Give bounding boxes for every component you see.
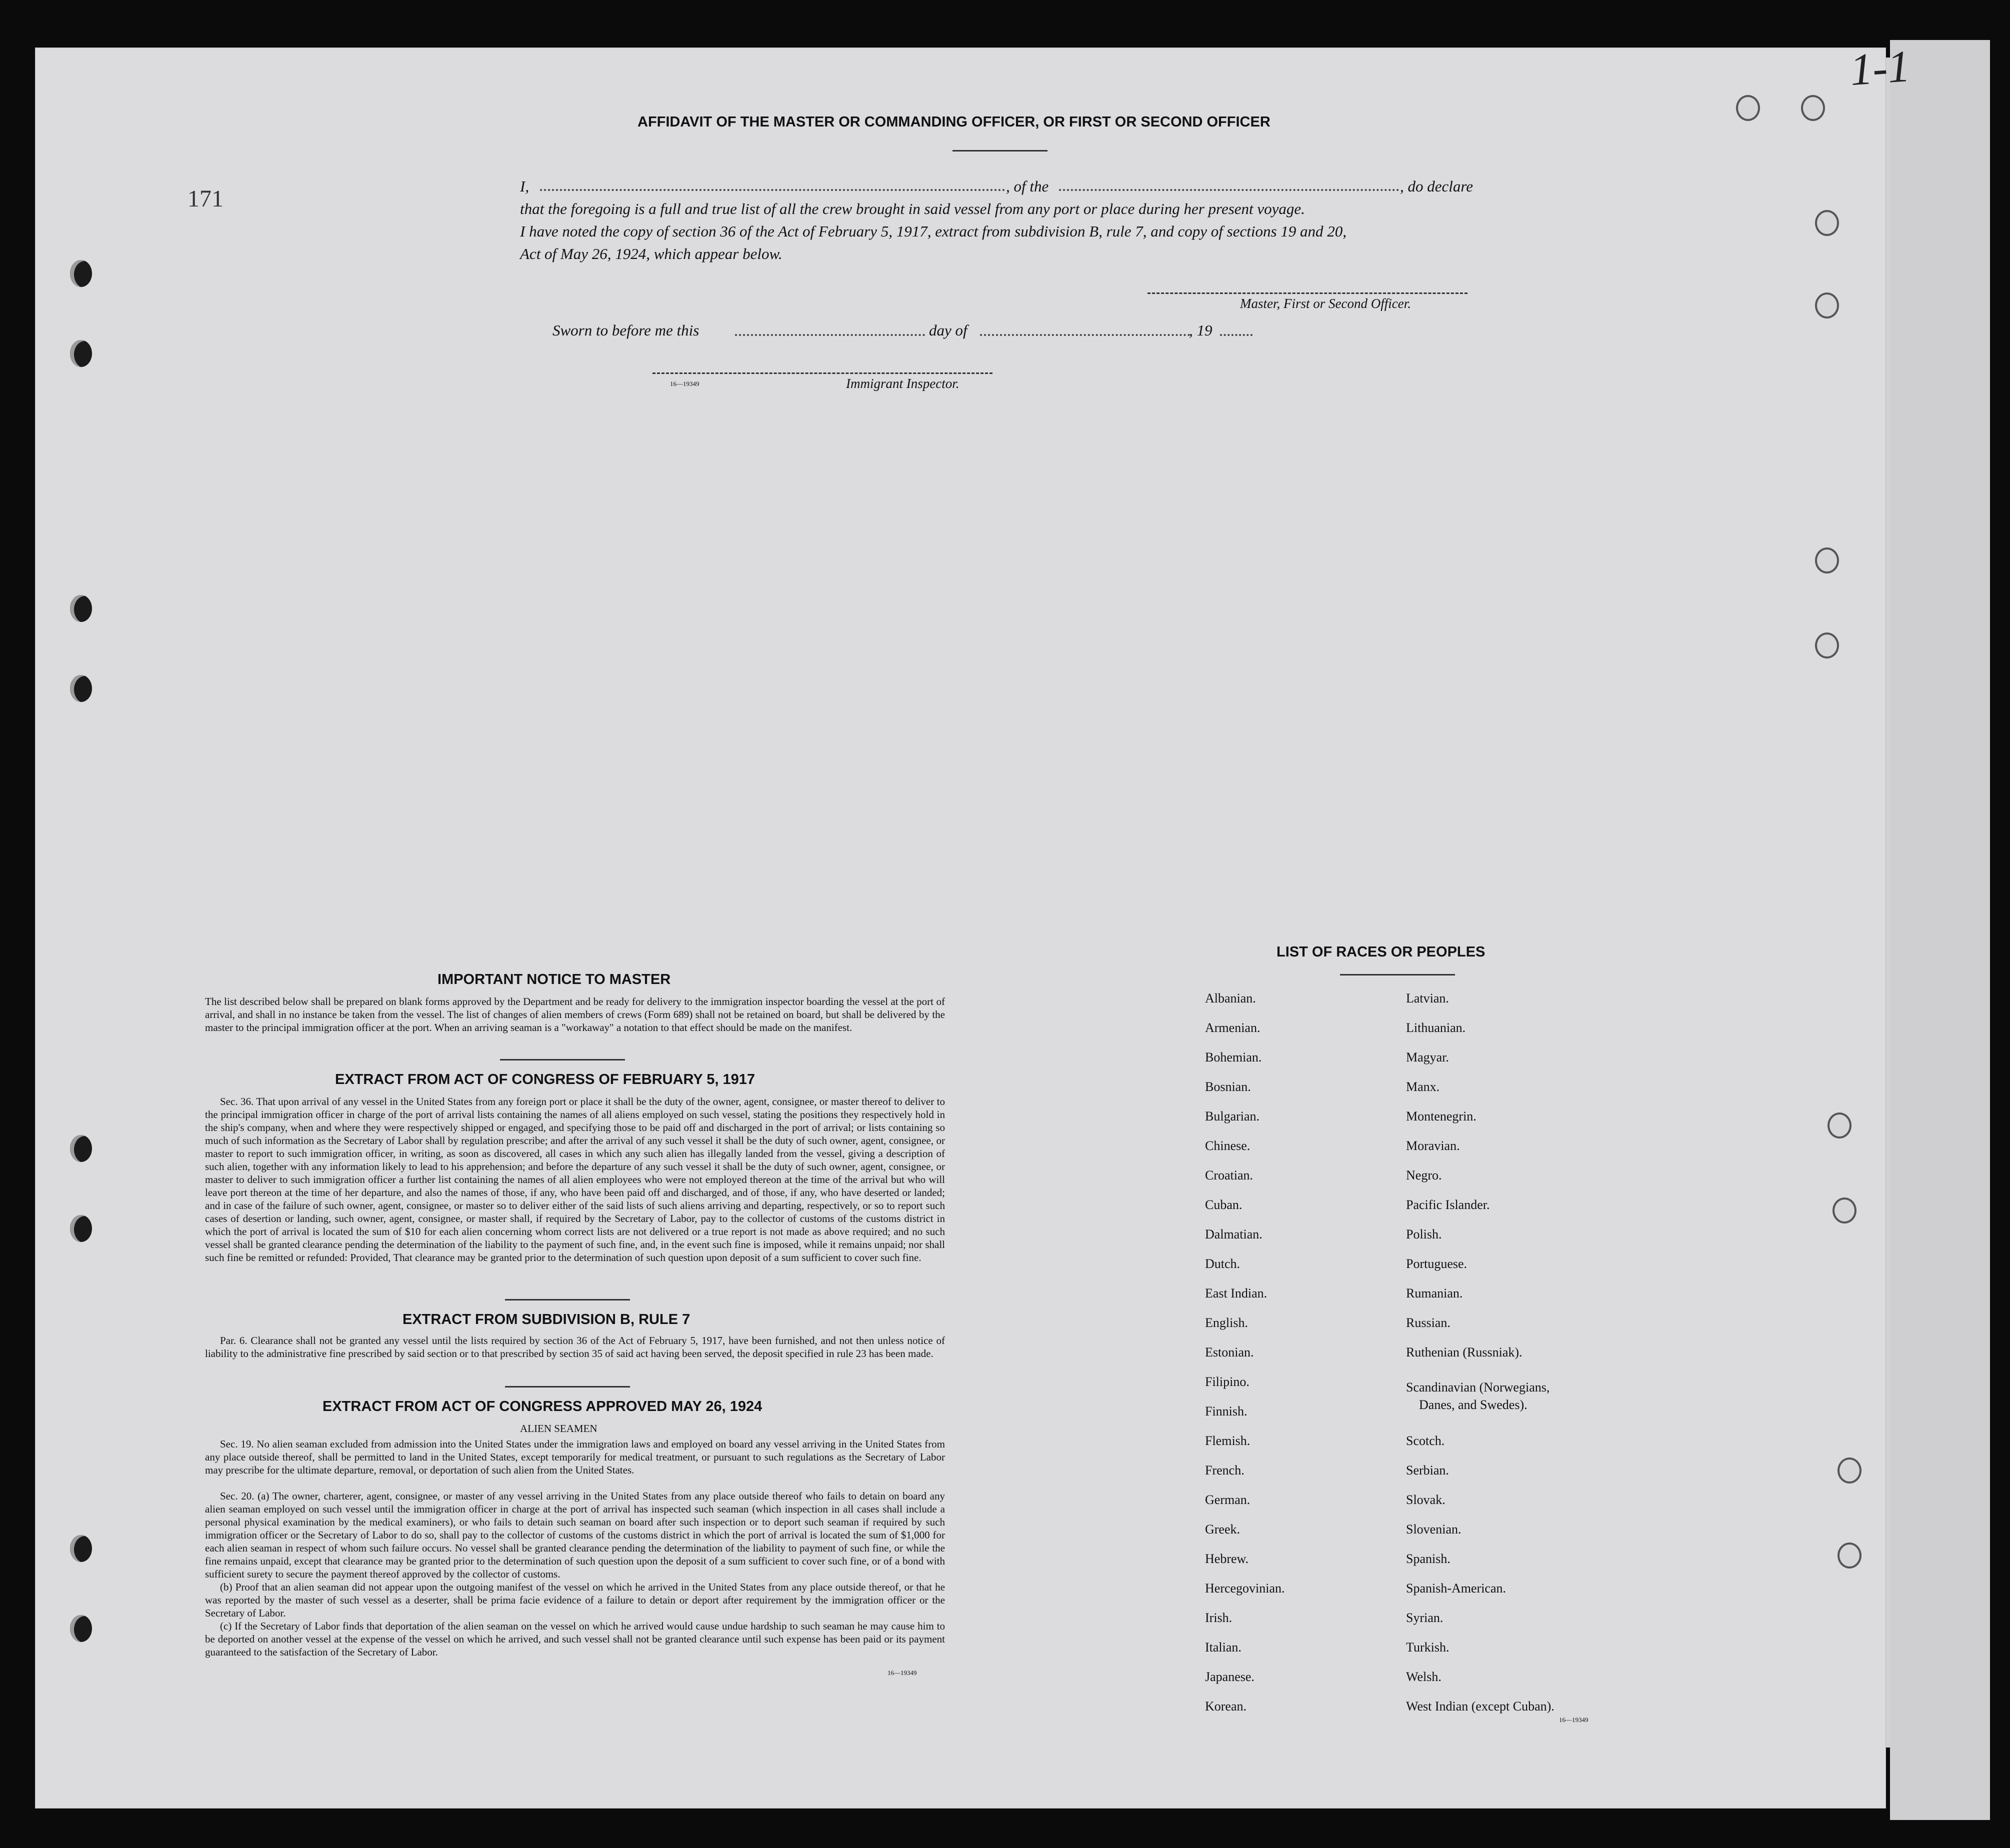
race-spanish: Spanish. <box>1406 1552 1450 1566</box>
divider <box>952 150 1048 152</box>
binder-hole <box>70 1535 92 1562</box>
notice-body: The list described below shall be prepared on blank forms approved by the Department and be ready for delivery to the immigration inspector boarding the vessel at the port of arrival, and shall in no instance be taken from the vessel. The list of changes of alien members of crews (Form 689) shall not be retained on board, but shall be delivered by the master to the principal immigration officer at the port. When an arriving seaman is a "workaway" a notation to that effect should be made on the manifest. <box>205 996 945 1034</box>
inspector-signature-line <box>652 372 992 374</box>
race-estonian: Estonian. <box>1205 1345 1254 1360</box>
form-number: 16—19349 <box>670 380 700 388</box>
race-slovak: Slovak. <box>1406 1492 1446 1507</box>
race-magyar: Magyar. <box>1406 1050 1449 1064</box>
race-manx: Manx. <box>1406 1080 1440 1094</box>
year-blank <box>1220 334 1252 336</box>
race-bulgarian: Bulgarian. <box>1205 1109 1260 1124</box>
race-turkish: Turkish. <box>1406 1640 1450 1654</box>
sworn-label: Sworn to before me this <box>552 322 700 339</box>
month-blank <box>980 334 1190 336</box>
race-german: German. <box>1205 1492 1250 1507</box>
race-russian: Russian. <box>1406 1316 1450 1330</box>
inspector-label: Immigrant Inspector. <box>846 376 960 391</box>
extract-1924-subtitle: ALIEN SEAMEN <box>520 1422 598 1434</box>
page-edge <box>1890 40 1990 1820</box>
race-japanese: Japanese. <box>1205 1670 1254 1684</box>
sec-20c-text: (c) If the Secretary of Labor finds that deportation of the alien seaman on the vessel on which he arrived would cause undue hardship to such seaman he may cause him to be deported on another vessel at the expense of the vessel on which he arrived, and such vessel shall not be granted clearance until such expense has been paid or its payment guaranteed to the satisfaction of the Secretary of Labor. <box>205 1620 945 1658</box>
race-serbian: Serbian. <box>1406 1463 1449 1478</box>
binder-hole <box>1815 632 1839 658</box>
race-croatian: Croatian. <box>1205 1168 1254 1182</box>
extract-rule7-body: Par. 6. Clearance shall not be granted any vessel until the lists required by section 36 of the Act of February 5, 1917, have been furnished, and not then unless notice of liability to the administrative fine prescribed by said section or to that prescribed by section 35 of said act having been served, the deposit specified in rule 23 has been made. <box>205 1334 945 1360</box>
name-blank <box>540 189 1005 191</box>
race-spanish-american: Spanish-American. <box>1406 1581 1506 1596</box>
sec-20b-text: (b) Proof that an alien seaman did not appear upon the outgoing manifest of the vessel on which he arrived in the United States from any place outside thereof, or that he was reported by the master of such vessel as a deserter, shall be prima facie evidence of a failure to detain or deport after requirement by the immigration officer or the Secretary of Labor. <box>205 1581 945 1619</box>
race-slovenian: Slovenian. <box>1406 1522 1462 1536</box>
race-english: English. <box>1205 1316 1248 1330</box>
race-bosnian: Bosnian. <box>1205 1080 1251 1094</box>
race-bohemian: Bohemian. <box>1205 1050 1262 1064</box>
race-scotch: Scotch. <box>1406 1434 1445 1448</box>
race-hercegovinian: Hercegovinian. <box>1205 1581 1285 1596</box>
divider <box>1340 974 1455 976</box>
affidavit-of-the: , of the <box>1006 178 1049 195</box>
race-irish: Irish. <box>1205 1610 1232 1625</box>
form-number: 16—19349 <box>888 1669 917 1676</box>
races-title: LIST OF RACES OR PEOPLES <box>1276 944 1486 960</box>
race-east-indian: East Indian. <box>1205 1286 1268 1300</box>
race-lithuanian: Lithuanian. <box>1406 1020 1466 1035</box>
binder-hole <box>1815 292 1839 318</box>
race-pacific-islander: Pacific Islander. <box>1406 1198 1490 1212</box>
affidavit-declare: , do declare <box>1400 178 1474 195</box>
divider <box>505 1386 630 1388</box>
race-armenian: Armenian. <box>1205 1020 1260 1035</box>
race-italian: Italian. <box>1205 1640 1242 1654</box>
divider <box>505 1299 630 1300</box>
binder-hole <box>1736 95 1760 121</box>
form-number: 16—19349 <box>1559 1716 1588 1724</box>
affidavit-line4: Act of May 26, 1924, which appear below. <box>520 245 782 262</box>
race-rumanian: Rumanian. <box>1406 1286 1463 1300</box>
extract-1917-body: Sec. 36. That upon arrival of any vessel in the United States from any foreign port or place it shall be the duty of the owner, agent, consignee, or master thereof to deliver to the principal immigration officer in charge of the port of arrival lists containing the names of all aliens employed on such vessel, stating the positions they respectively hold in the ship's company, when and where they were respectively shipped or engaged, and specifying those to be paid off and discharged in the port of arrival; or lists containing so much of such information as the Secretary of Labor shall by regulation prescribe; and after the arrival of any such vessel it shall be the duty of such owner, agent, consignee, or master to report to such immigration officer, in writing, as soon as discovered, all cases in which any such alien has illegally landed from the vessel, giving a description of such alien, together with any information likely to lead to his apprehension; and before the departure of any such vessel it shall be the duty of such owner, agent, consignee, or master to deliver to such immigration officer a further list containing the names of all alien employees who were not employed thereon at the time of the arrival but who will leave port thereon at the time of her departure, and also the names of those, if any, who have been paid off and discharged, and of those, if any, who have deserted or landed; and in case of the failure of such owner, agent, consignee, or master so to deliver either of the said lists of such aliens arriving and departing, respectively, or so to report such cases of desertion or landing, such owner, agent, consignee, or master shall, if required by the Secretary of Labor, pay to the collector of customs of the customs district in which the port of arrival is located the sum of $10 for each alien concerning whom correct lists are not delivered or a true report is not made as above required; and no such vessel shall be granted clearance pending the determination of the liability to the payment of such fine, and, in the event such fine is imposed, while it remains unpaid; nor shall such fine be remitted or refunded: Provided, That clearance may be granted prior to the determination of such question upon deposit of a sum sufficient to cover such fine. <box>205 1096 945 1264</box>
binder-hole <box>1801 95 1825 121</box>
extract-1917-title: EXTRACT FROM ACT OF CONGRESS OF FEBRUARY 5, 1917 <box>335 1072 756 1088</box>
race-chinese: Chinese. <box>1205 1138 1250 1153</box>
vessel-blank <box>1059 189 1399 191</box>
race-west-indian: West Indian (except Cuban). <box>1406 1699 1554 1714</box>
sec-20a-text: Sec. 20. (a) The owner, charterer, agent, consignee, or master of any vessel arriving in the United States from any place outside thereof who fails to detain on board any alien seaman employed on such vessel until the immigration officer in charge at the port of arrival has inspected such seaman (which inspection in all cases shall include a personal physical examination by the medical examiners), or who fails to detain such seaman on board after such inspection or to deport such seaman if required by such immigration officer or the Secretary of Labor to do so, shall pay to the collector of customs of the customs district in which the port of arrival is located the sum of $1,000 for each alien seaman in respect of whom such failure occurs. No vessel shall be granted clearance pending the determination of the liability to payment of such fine, or while the fine remains unpaid, except that clearance may be granted prior to the determination of such question upon the deposit of a sum sufficient to cover such fine, or of a bond with sufficient surety to secure the payment thereof approved by the collector of customs. <box>205 1490 945 1580</box>
binder-hole <box>70 1215 92 1242</box>
race-scandinavian-cont: Danes, and Swedes). <box>1419 1398 1528 1412</box>
binder-hole <box>70 340 92 367</box>
race-korean: Korean. <box>1205 1699 1247 1714</box>
affidavit-line2: that the foregoing is a full and true list of all the crew brought in said vessel from any port or place during her present voyage. <box>520 200 1305 218</box>
affidavit-i: I, <box>520 178 530 195</box>
race-filipino: Filipino. <box>1205 1374 1250 1389</box>
binder-hole <box>70 1135 92 1162</box>
race-moravian: Moravian. <box>1406 1138 1460 1153</box>
race-cuban: Cuban. <box>1205 1198 1242 1212</box>
race-finnish: Finnish. <box>1205 1404 1248 1418</box>
binder-hole <box>1838 1458 1862 1484</box>
race-ruthenian: Ruthenian (Russniak). <box>1406 1345 1522 1360</box>
divider <box>500 1059 625 1060</box>
year-label: , 19 <box>1189 322 1212 339</box>
race-scandinavian: Scandinavian (Norwegians, <box>1406 1380 1550 1394</box>
master-signature-line <box>1148 292 1468 294</box>
race-polish: Polish. <box>1406 1227 1442 1242</box>
race-latvian: Latvian. <box>1406 991 1449 1006</box>
race-syrian: Syrian. <box>1406 1610 1444 1625</box>
extract-1924-title: EXTRACT FROM ACT OF CONGRESS APPROVED MAY 26, 1924 <box>322 1398 762 1414</box>
sworn-day-blank <box>735 334 925 336</box>
binder-hole <box>1815 210 1839 236</box>
notice-title: IMPORTANT NOTICE TO MASTER <box>438 972 671 988</box>
race-portuguese: Portuguese. <box>1406 1256 1468 1271</box>
binder-hole <box>1832 1198 1856 1224</box>
binder-hole <box>1815 548 1839 574</box>
race-dutch: Dutch. <box>1205 1256 1240 1271</box>
race-french: French. <box>1205 1463 1244 1478</box>
binder-hole <box>70 1615 92 1642</box>
day-of-label: day of <box>929 322 968 339</box>
race-hebrew: Hebrew. <box>1205 1552 1249 1566</box>
affidavit-line3: I have noted the copy of section 36 of the Act of February 5, 1917, extract from subdivision B, rule 7, and copy of sections 19 and 20, <box>520 222 1347 240</box>
binder-hole <box>70 595 92 622</box>
extract-rule7-title: EXTRACT FROM SUBDIVISION B, RULE 7 <box>402 1312 690 1328</box>
race-dalmatian: Dalmatian. <box>1205 1227 1262 1242</box>
race-montenegrin: Montenegrin. <box>1406 1109 1476 1124</box>
corner-mark: 1-1 <box>1848 41 1912 96</box>
race-flemish: Flemish. <box>1205 1434 1250 1448</box>
binder-hole <box>70 675 92 702</box>
page-number: 171 <box>188 186 224 212</box>
race-greek: Greek. <box>1205 1522 1240 1536</box>
affidavit-title: AFFIDAVIT OF THE MASTER OR COMMANDING OFFICER, OR FIRST OR SECOND OFFICER <box>638 114 1270 130</box>
binder-hole <box>1838 1542 1862 1568</box>
binder-hole <box>70 260 92 287</box>
race-albanian: Albanian. <box>1205 991 1256 1006</box>
binder-hole <box>1828 1112 1852 1138</box>
race-welsh: Welsh. <box>1406 1670 1442 1684</box>
race-negro: Negro. <box>1406 1168 1442 1182</box>
sec-19-text: Sec. 19. No alien seaman excluded from admission into the United States under the immigration laws and employed on board any vessel arriving in the United States from any place outside thereof, shall be permitted to land in the United States, except temporarily for medical treatment, or pursuant to such regulations as the Secretary of Labor may prescribe for the ultimate departure, removal, or deportation of such alien from the United States. <box>205 1438 945 1476</box>
master-signature-label: Master, First or Second Officer. <box>1240 296 1411 311</box>
